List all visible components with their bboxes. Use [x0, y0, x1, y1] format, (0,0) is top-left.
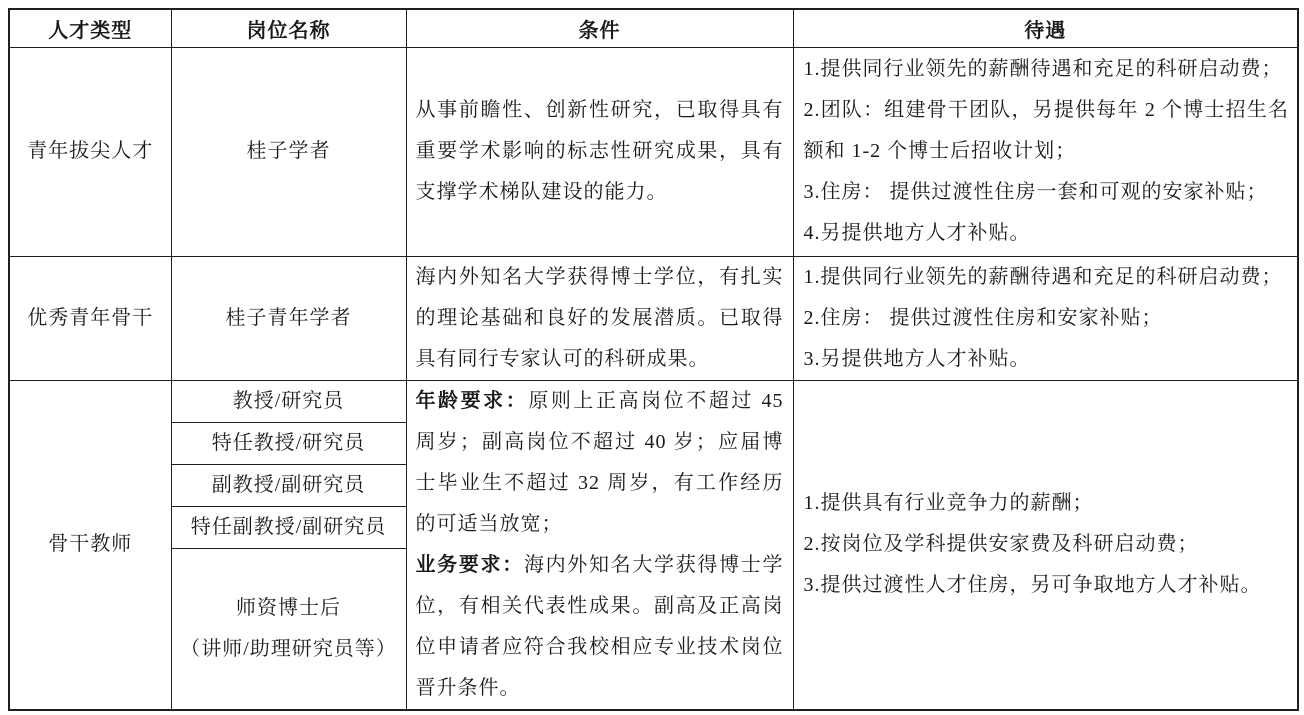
- condition-text: 原则上正高岗位不超过 45 周岁；副高岗位不超过 40 岁；应届博士毕业生不超过 32 周岁，有工作经历的可适当放宽；: [415, 389, 784, 535]
- cell-talent-type: 青年拔尖人才: [9, 47, 171, 256]
- cell-benefits: [793, 256, 1298, 380]
- cell-condition: 海内外知名大学获得博士学位，有扎实的理论基础和良好的发展潜质。已取得具有同行专家认可的科研成果。: [406, 256, 793, 380]
- benefit-item: 2.按岗位及学科提供安家费及科研启动费；: [803, 533, 1199, 555]
- condition-label: 业务要求：: [415, 553, 524, 576]
- position-line: （讲师/助理研究员等）: [180, 637, 397, 660]
- condition-text: 海内外知名大学获得博士学位，有相关代表性成果。副高及正高岗位申请者应符合我校相应专业技术岗位晋升条件。: [415, 553, 784, 699]
- cell-position: 桂子青年学者: [171, 256, 406, 380]
- cell-position-sub: 特任副教授/副研究员: [171, 506, 406, 548]
- benefit-item: 2.团队：组建骨干团队，另提供每年 2 个博士招生名额和 1-2 个博士后招收计划；: [803, 99, 1289, 162]
- cell-position-sub: 特任教授/研究员: [171, 422, 406, 464]
- table-row-outstanding-young-backbone: [9, 256, 1298, 380]
- column-header-conditions: 条件: [406, 9, 793, 47]
- benefit-item: 1.提供同行业领先的薪酬待遇和充足的科研启动费；: [803, 265, 1283, 288]
- cell-position-sub: 教授/研究员: [171, 380, 406, 422]
- recruitment-table: [8, 8, 1299, 711]
- cell-position-sub: 副教授/副研究员: [171, 464, 406, 506]
- condition-paragraph-age: [416, 381, 784, 545]
- cell-condition: [406, 380, 793, 710]
- cell-benefits: [793, 47, 1298, 256]
- table-row-backbone-teacher: [9, 380, 1298, 422]
- position-line: 师资博士后: [236, 596, 341, 619]
- cell-benefits: [793, 380, 1298, 710]
- benefit-item: 2.住房： 提供过渡性住房和安家补贴；: [803, 306, 1163, 329]
- cell-position: 桂子学者: [171, 47, 406, 256]
- benefit-item: 4.另提供地方人才补贴。: [803, 222, 1031, 244]
- column-header-benefits: 待遇: [793, 9, 1298, 47]
- condition-paragraph-professional: [416, 545, 784, 709]
- benefit-item: 3.提供过渡性人才住房，另可争取地方人才补贴。: [803, 574, 1262, 596]
- condition-label: 年龄要求：: [415, 389, 529, 412]
- cell-talent-type: 优秀青年骨干: [9, 256, 171, 380]
- cell-talent-type: 骨干教师: [9, 380, 171, 710]
- column-header-talent-type: 人才类型: [9, 9, 171, 47]
- column-header-position-name: 岗位名称: [171, 9, 406, 47]
- cell-position-postdoc: [171, 548, 406, 709]
- cell-condition: 从事前瞻性、创新性研究，已取得具有重要学术影响的标志性研究成果，具有支撑学术梯队建设的能力。: [406, 47, 793, 256]
- benefit-item: 1.提供具有行业竞争力的薪酬；: [803, 492, 1094, 514]
- table-row-young-top-talent: [9, 47, 1298, 256]
- benefit-item: 3.另提供地方人才补贴。: [803, 347, 1031, 370]
- header-row: [9, 9, 1298, 47]
- benefit-item: 1.提供同行业领先的薪酬待遇和充足的科研启动费；: [803, 58, 1283, 80]
- benefit-item: 3.住房： 提供过渡性住房一套和可观的安家补贴；: [803, 181, 1268, 203]
